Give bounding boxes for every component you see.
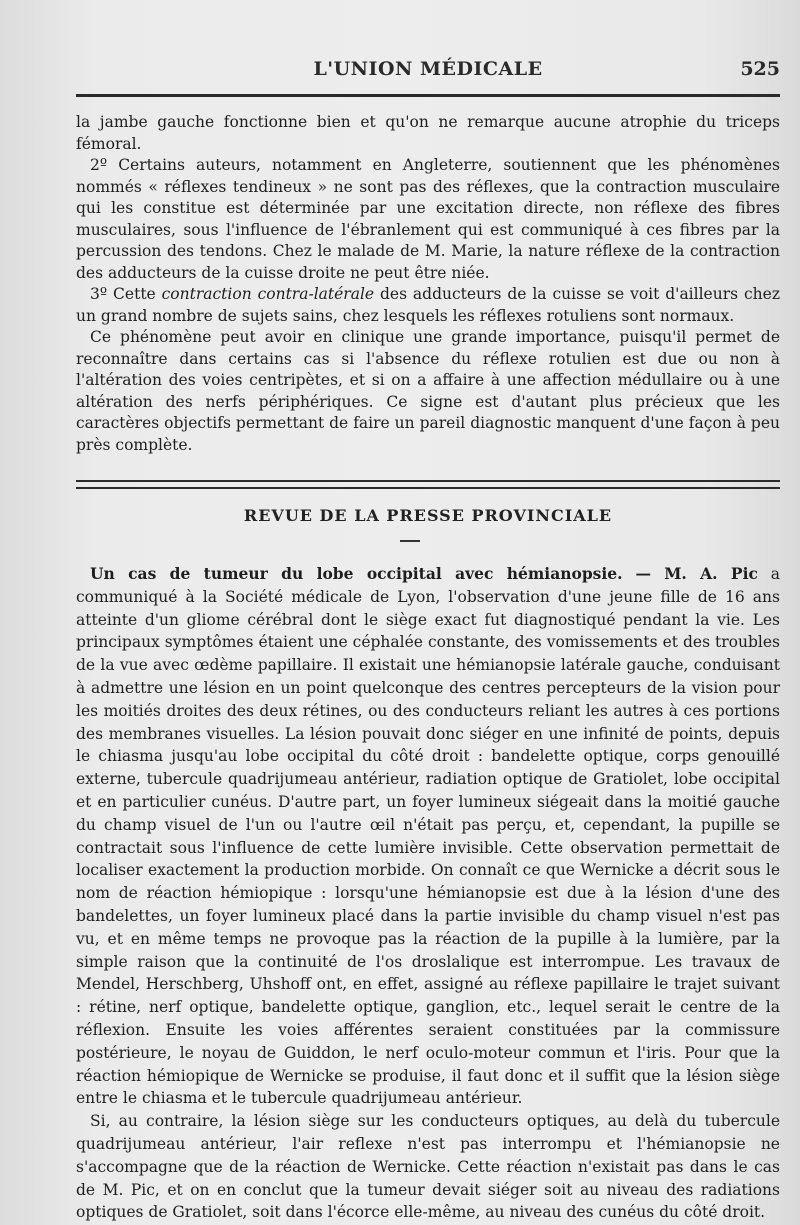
section-divider: [76, 480, 780, 489]
paragraph-3-rest: des adducteurs de la cuisse se voit d'ailleurs chez un grand nombre de sujets sains, chez lesquels les réflexes rotuliens sont normaux.: [76, 285, 780, 325]
page-header: [76, 58, 780, 88]
paragraph-1: la jambe gauche fonctionne bien et qu'on ne remarque aucune atrophie du triceps fémoral.: [76, 113, 780, 153]
article-author: — M. A. Pic: [635, 564, 758, 583]
section-heading: REVUE DE LA PRESSE PROVINCIALE: [243, 506, 613, 525]
page-number: 525: [740, 58, 780, 80]
continued-article: [76, 112, 780, 456]
article-title: Un cas de tumeur du lobe occipital avec hémianopsie.: [90, 564, 623, 583]
paragraph-3: [76, 284, 780, 327]
article-paragraph-2: Si, au contraire, la lésion siège sur les conducteurs optiques, au delà du tubercule quadrijumeau antérieur, l'air reflexe n'est pas interrompu et l'hémianopsie ne s'accompagne que de la réaction de Wernicke. Cette réaction n'existait pas dans le cas de M. Pic, et on en conclut que la tumeur devait siéger soit au niveau des radiations optiques de Gratiolet, soit dans l'écorce elle-même, au niveau des cunéus du côté droit.: [76, 1112, 780, 1222]
contraction-term: contraction contra-latérale: [161, 285, 375, 303]
paragraph-3-lead: 3º Cette: [90, 285, 162, 303]
header-rule: [76, 94, 780, 97]
article-paragraph-1-text: a communiqué à la Société médicale de Lyon, l'observation d'une jeune fille de 16 ans atteinte d'un gliome cérébral dont le siège exact fut diagnostiqué pendant la vie. Les principaux symptômes étaient une céphalée constante, des vomissements et des troubles de la vue avec œdème papillaire. Il existait une hémianopsie latérale gauche, conduisant à admettre une lésion en un point quelconque des centres percepteurs de la vision pour les moitiés droites des deux rétines, ou des conducteurs reliant les autres à ces portions des membranes visuelles. La lésion pouvait donc siéger en une infinité de points, depuis le chiasma jusqu'au lobe occipital du côté droit : bandelette optique, corps genouillé externe, tubercule quadrijumeau antérieur, radiation optique de Gratiolet, lobe occipital et en particulier cunéus. D'autre part, un foyer lumineux siégeait dans la moitié gauche du champ visuel de l'un ou l'autre œil n'était pas perçu, et, cependant, la pupille se contractait sous l'influence de cette lumière invisible. Cette observation permettait de localiser exactement la production morbide. On connaît ce que Wernicke a décrit sous le nom de réaction hémiopique : lorsqu'une hémianopsie est due à la lésion d'une des bandelettes, un foyer lumineux placé dans la partie invisible du champ visuel n'est pas vu, et en même temps ne provoque pas la réaction de la pupille à la lumière, par la simple raison que la continuité de l'os droslalique est interrompue. Les travaux de Mendel, Herschberg, Uhshoff ont, en effet, assigné au réflexe papillaire le trajet suivant : rétine, nerf optique, bandelette optique, ganglion, etc., lequel serait le centre de la réflexion. Ensuite les voies afférentes seraient constituées par la commissure postérieure, le noyau de Guiddon, le nerf oculo-moteur commun et l'iris. Pour que la réaction hémiopique de Wernicke se produise, il faut donc et il suffit que la lésion siège entre le chiasma et le tubercule quadrijumeau antérieur.: [76, 565, 780, 1108]
press-review-article: [76, 563, 780, 1224]
running-title: L'UNION MÉDICALE: [313, 58, 543, 80]
heading-dash: [400, 540, 420, 542]
article-paragraph-1: [76, 563, 780, 1110]
paragraph-4: Ce phénomène peut avoir en clinique une grande importance, puisqu'il permet de reconnaître dans certains cas si l'absence du réflexe rotulien est due ou non à l'altération des voies centripètes, et si on a affaire à une affection médullaire ou à une altération des nerfs périphériques. Ce signe est d'autant plus précieux que les caractères objectifs permettant de faire un pareil diagnostic manquent d'une façon à peu près complète.: [76, 328, 780, 454]
paragraph-2: 2º Certains auteurs, notamment en Angleterre, soutiennent que les phénomènes nommés « réflexes tendineux » ne sont pas des réflexes, que la contraction musculaire qui les constitue est déterminée par une excitation directe, non réflexe des fibres musculaires, sous l'influence de l'ébranlement qui est communiqué à ces fibres par la percussion des tendons. Chez le malade de M. Marie, la nature réflexe de la contraction des adducteurs de la cuisse droite ne peut être niée.: [76, 156, 780, 282]
